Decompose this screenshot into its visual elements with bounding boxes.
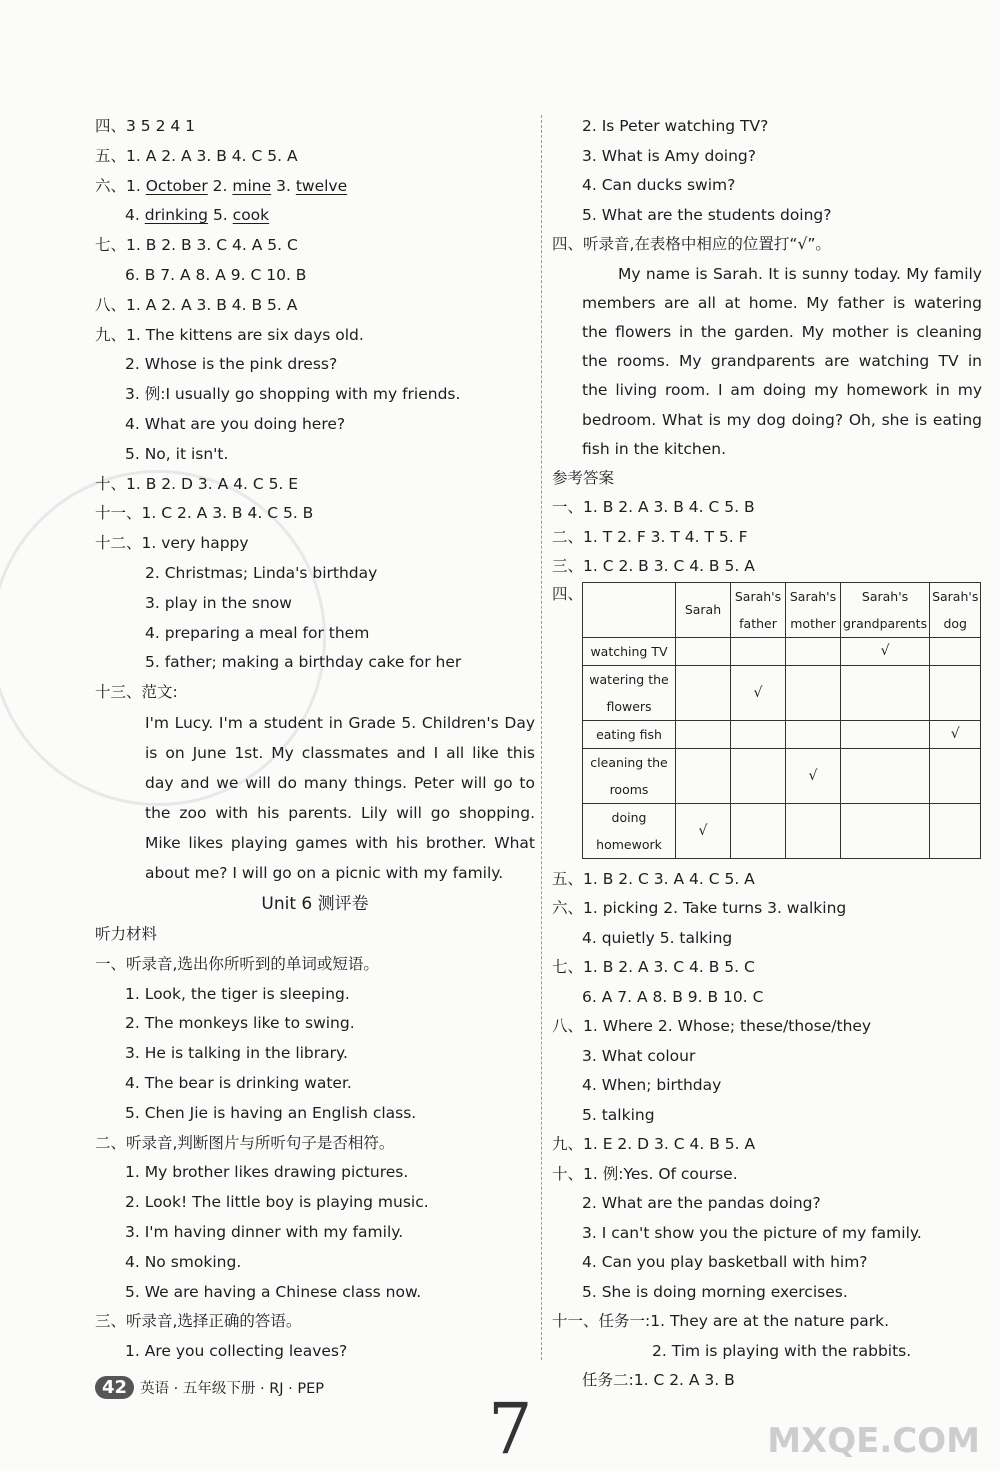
table-check-cell: [676, 637, 731, 665]
text-line: 2. Look! The little boy is playing music.: [125, 1193, 429, 1212]
table-check-cell: [841, 720, 930, 748]
text-line: 2. Is Peter watching TV?: [582, 117, 769, 135]
answer-table: [582, 582, 981, 859]
text-line: 4. Can ducks swim?: [582, 176, 736, 194]
text-line: 八、1. A 2. A 3. B 4. B 5. A: [95, 295, 298, 314]
text-line: 九、1. E 2. D 3. C 4. B 5. A: [552, 1135, 756, 1154]
text-line: 七、1. B 2. A 3. C 4. B 5. C: [552, 958, 755, 977]
table-check-cell: [930, 665, 981, 720]
text-line: 2. The monkeys like to swing.: [125, 1014, 355, 1033]
table-check-cell: [786, 637, 841, 665]
site-watermark: MXQE.COM: [767, 1421, 980, 1461]
table-check-cell: [786, 665, 841, 720]
table-header-cell: Sarah's dog: [930, 582, 981, 637]
text-line: 三、听录音,选择正确的答语。: [95, 1312, 302, 1331]
table-check-cell: [930, 803, 981, 858]
text-line: 4. drinking 5. cook: [125, 206, 270, 225]
text-line: 1. Look, the tiger is sleeping.: [125, 984, 350, 1003]
table-label: 四、: [552, 584, 584, 603]
table-header-cell: Sarah's mother: [786, 582, 841, 637]
text-line: 5. father; making a birthday cake for her: [145, 653, 462, 672]
text-line: 六、1. picking 2. Take turns 3. walking: [552, 899, 847, 918]
reference-answers-continued: [552, 865, 982, 1396]
table-row-label: watching TV: [583, 637, 676, 665]
table-row-label: doing homework: [583, 803, 676, 858]
text-line: 1. Are you collecting leaves?: [125, 1342, 348, 1361]
text-line: 十一、任务一:1. They are at the nature park.: [552, 1312, 890, 1331]
table-check-cell: √: [786, 748, 841, 803]
table-header-cell: Sarah's grandparents: [841, 582, 930, 637]
text-line: 4. preparing a meal for them: [145, 623, 370, 642]
text-line: 一、1. B 2. A 3. B 4. C 5. B: [552, 498, 755, 517]
text-line: 2. Tim is playing with the rabbits.: [652, 1341, 912, 1360]
book-info: 英语 · 五年级下册 · RJ · PEP: [140, 1381, 325, 1397]
table-check-cell: [786, 803, 841, 858]
table-header-cell: Sarah: [676, 582, 731, 637]
text-line: 4. When; birthday: [582, 1076, 722, 1095]
table-check-cell: √: [676, 803, 731, 858]
table-row-label: eating fish: [583, 720, 676, 748]
table-row-label: cleaning the rooms: [583, 748, 676, 803]
table-check-cell: [676, 720, 731, 748]
table-check-cell: [930, 748, 981, 803]
text-line: 参考答案: [552, 468, 615, 487]
table-check-cell: √: [731, 665, 786, 720]
text-line: 3. I can't show you the picture of my family.: [582, 1223, 922, 1242]
table-header-cell: Sarah's father: [731, 582, 786, 637]
text-line: 3. play in the snow: [145, 593, 292, 612]
text-line: 任务二:1. C 2. A 3. B: [582, 1371, 735, 1390]
table-check-cell: [676, 665, 731, 720]
text-line: 十、1. B 2. D 3. A 4. C 5. E: [95, 474, 299, 493]
text-line: 九、1. The kittens are six days old.: [95, 325, 364, 344]
text-line: 听力材料: [95, 924, 158, 943]
text-line: 1. My brother likes drawing pictures.: [125, 1163, 409, 1182]
text-line: 十一、1. C 2. A 3. B 4. C 5. B: [95, 504, 314, 523]
text-line: 2. What are the pandas doing?: [582, 1194, 821, 1213]
table-header-cell: [583, 582, 676, 637]
table-check-cell: [731, 637, 786, 665]
reference-answers: [552, 464, 982, 582]
table-check-cell: [731, 748, 786, 803]
table-check-cell: [676, 748, 731, 803]
text-line: 3. What is Amy doing?: [582, 146, 756, 165]
unit-title: Unit 6 测评卷: [261, 893, 369, 914]
column-divider: [541, 115, 542, 1360]
text-line: 4. Can you play basketball with him?: [582, 1253, 868, 1272]
table-check-cell: [731, 720, 786, 748]
table-check-cell: [731, 803, 786, 858]
text-line: 二、听录音,判断图片与所听句子是否相符。: [95, 1133, 395, 1152]
text-line: 3. What colour: [582, 1046, 696, 1065]
page-number: 42: [95, 1376, 134, 1399]
text-line: 4. What are you doing here?: [125, 414, 346, 433]
table-check-cell: [841, 748, 930, 803]
text-line: 二、1. T 2. F 3. T 4. T 5. F: [552, 527, 748, 546]
text-line: 2. Whose is the pink dress?: [125, 355, 338, 374]
text-line: 五、1. A 2. A 3. B 4. C 5. A: [95, 146, 298, 165]
left-column: [95, 112, 535, 1367]
text-line: 6. B 7. A 8. A 9. C 10. B: [125, 265, 307, 284]
table-check-cell: √: [930, 720, 981, 748]
text-line: 3. He is talking in the library.: [125, 1044, 348, 1063]
table-check-cell: √: [841, 637, 930, 665]
text-line: 四、听录音,在表格中相应的位置打“√”。: [552, 235, 831, 253]
text-line: 六、1. October 2. mine 3. twelve: [95, 176, 348, 195]
text-line: 七、1. B 2. B 3. C 4. A 5. C: [95, 236, 298, 255]
page-footer: [95, 1376, 324, 1399]
text-line: 十、1. 例:Yes. Of course.: [552, 1164, 738, 1183]
text-line: 四、3 5 2 4 1: [95, 117, 196, 135]
left-answer-lines: [95, 112, 535, 708]
text-line: 5. We are having a Chinese class now.: [125, 1282, 422, 1301]
answer-table-block: [552, 582, 982, 859]
text-line: 十二、1. very happy: [95, 534, 249, 553]
text-line: 2. Christmas; Linda's birthday: [145, 563, 378, 582]
text-line: 5. Chen Jie is having an English class.: [125, 1103, 417, 1122]
text-line: 4. quietly 5. talking: [582, 928, 733, 947]
text-line: 6. A 7. A 8. B 9. B 10. C: [582, 987, 764, 1006]
text-line: 4. The bear is drinking water.: [125, 1073, 352, 1092]
table-check-cell: [786, 720, 841, 748]
text-line: 三、1. C 2. B 3. C 4. B 5. A: [552, 557, 755, 576]
right-column: [552, 112, 982, 1396]
text-line: 5. What are the students doing?: [582, 205, 832, 224]
table-check-cell: [841, 665, 930, 720]
text-line: 十三、范文:: [95, 683, 178, 702]
right-question-lines: [552, 112, 982, 260]
text-line: 5. talking: [582, 1105, 655, 1124]
text-line: 5. No, it isn't.: [125, 444, 229, 463]
text-line: 5. She is doing morning exercises.: [582, 1282, 848, 1301]
text-line: 4. No smoking.: [125, 1252, 242, 1271]
table-row-label: watering the flowers: [583, 665, 676, 720]
text-line: 五、1. B 2. C 3. A 4. C 5. A: [552, 869, 755, 888]
text-line: 3. 例:I usually go shopping with my friends.: [125, 385, 461, 404]
sample-essay: I'm Lucy. I'm a student in Grade 5. Children's Day is on June 1st. My classmates and I all like this day and we will do many things. Peter will go to the zoo with his parents. Lily will go shopping. Mike likes playing games with his brother. What about me? I will go on a picnic with my family.: [145, 713, 535, 882]
handwritten-mark: 7: [488, 1388, 533, 1470]
text-line: 3. I'm having dinner with my family.: [125, 1222, 404, 1241]
table-check-cell: [841, 803, 930, 858]
text-line: 一、听录音,选出你所听到的单词或短语。: [95, 954, 379, 973]
table-check-cell: [930, 637, 981, 665]
listening-passage: My name is Sarah. It is sunny today. My family members are all at home. My father is watering the flowers in the garden. My mother is cleaning the rooms. My grandparents are watching TV in the living room. I am doing my homework in my bedroom. What is my dog doing? Oh, she is eating fish in the kitchen.: [582, 264, 982, 458]
listening-materials: [95, 920, 535, 1367]
text-line: 八、1. Where 2. Whose; these/those/they: [552, 1017, 872, 1036]
